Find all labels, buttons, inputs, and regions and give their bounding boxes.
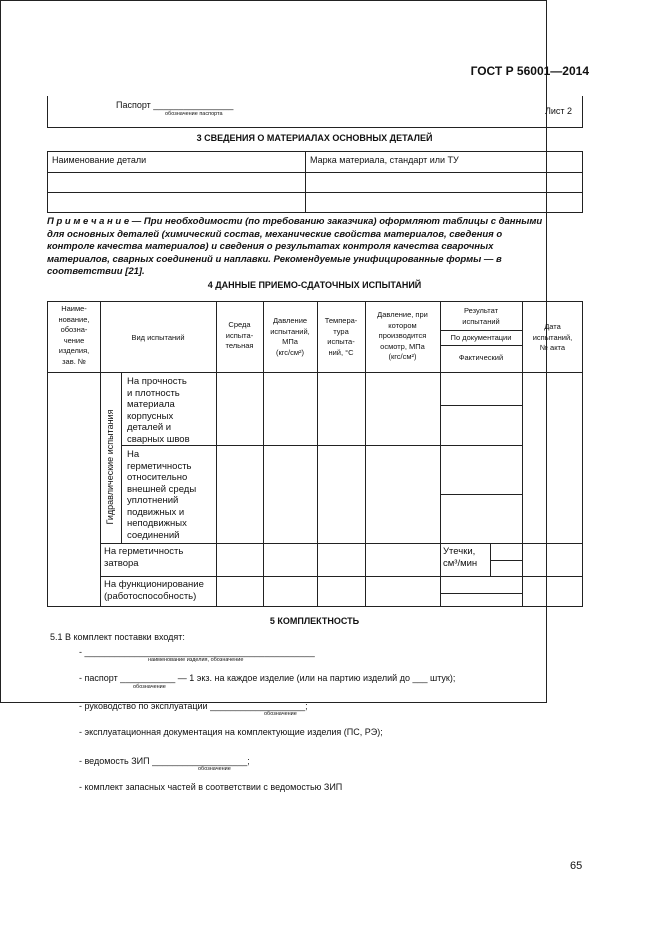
hdr-inspect-pressure: Давление, при котором производится осмотр, МПа (кгс/см²): [377, 310, 428, 361]
hdr-pressure: Давление испытаний, МПа (кгс/см²): [270, 316, 310, 357]
section3-title: 3 СВЕДЕНИЯ О МАТЕРИАЛАХ ОСНОВНЫХ ДЕТАЛЕЙ: [196, 133, 433, 143]
hdr-name: Наиме- нование, обозна- чение изделия, зав. №: [58, 304, 90, 366]
section5-intro: 5.1 В комплект поставки входят:: [50, 632, 185, 642]
item-2-sub: обозначение: [133, 684, 166, 690]
hdr-by-doc: По документации: [450, 333, 512, 342]
item-6: - комплект запасных частей в соответствии с ведомостью ЗИП: [79, 782, 343, 792]
row-leaks: Утечки, см³/мин: [443, 546, 478, 569]
passport-sublabel: обозначение паспорта: [165, 111, 223, 117]
hdr-test-type: Вид испытаний: [131, 333, 185, 342]
item-5-sub: обозначение: [198, 766, 231, 772]
passport-label: Паспорт ________________: [116, 100, 234, 110]
section5-title: 5 КОМПЛЕКТНОСТЬ: [269, 616, 360, 626]
materials-col-part: Наименование детали: [52, 155, 147, 165]
item-4: - эксплуатационная документация на комплектующие изделия (ПС, РЭ);: [79, 727, 383, 737]
item-5: - ведомость ЗИП ___________________;: [79, 756, 250, 766]
group-label-hydraulic: Гидравлические испытания: [105, 409, 115, 525]
section3-note: П р и м е ч а н и е — При необходимости (по требованию заказчика) оформляют таблицы с данными для основных деталей (химический состав, механические свойства материалов, сведения о контроле качества материалов) и сведения о результатах контроля качества сварочных материалов, сварных соединений и наплавки. Рекомендуемые унифицированные формы — в соответствии [21].: [47, 216, 543, 277]
row-tightness: На герметичность относительно внешней среды уплотнений подвижных и неподвижных соединений: [127, 449, 197, 541]
hdr-medium: Среда испыта- тельная: [225, 320, 254, 350]
standard-code: ГОСТ Р 56001—2014: [470, 64, 589, 78]
section4-title: 4 ДАННЫЕ ПРИЕМО-СДАТОЧНЫХ ИСПЫТАНИЙ: [207, 280, 422, 290]
hdr-result: Результат испытаний: [462, 306, 500, 326]
row-function: На функционирование (работоспособность): [104, 579, 204, 602]
hdr-date: Дата испытаний, № акта: [532, 322, 573, 352]
page-number: 65: [570, 860, 583, 872]
item-3-sub: обозначение: [264, 711, 297, 717]
sheet-number: Лист 2: [545, 106, 573, 116]
item-1-sub: наименование изделия, обозначение: [148, 657, 244, 663]
item-1: - ______________________________________________: [79, 647, 315, 657]
hdr-temperature: Темпера- тура испыта- ний, °С: [324, 316, 358, 357]
hdr-actual: Фактический: [458, 353, 504, 362]
materials-col-grade: Марка материала, стандарт или ТУ: [310, 155, 459, 165]
item-3: - руководство по эксплуатации ___________________;: [79, 701, 308, 711]
row-valve: На герметичность затвора: [104, 546, 184, 569]
row-strength: На прочность и плотность материала корпусных деталей и сварных швов: [127, 376, 190, 445]
item-2: - паспорт ___________ — 1 экз. на каждое изделие (или на партию изделий до ___ штук);: [79, 673, 456, 683]
